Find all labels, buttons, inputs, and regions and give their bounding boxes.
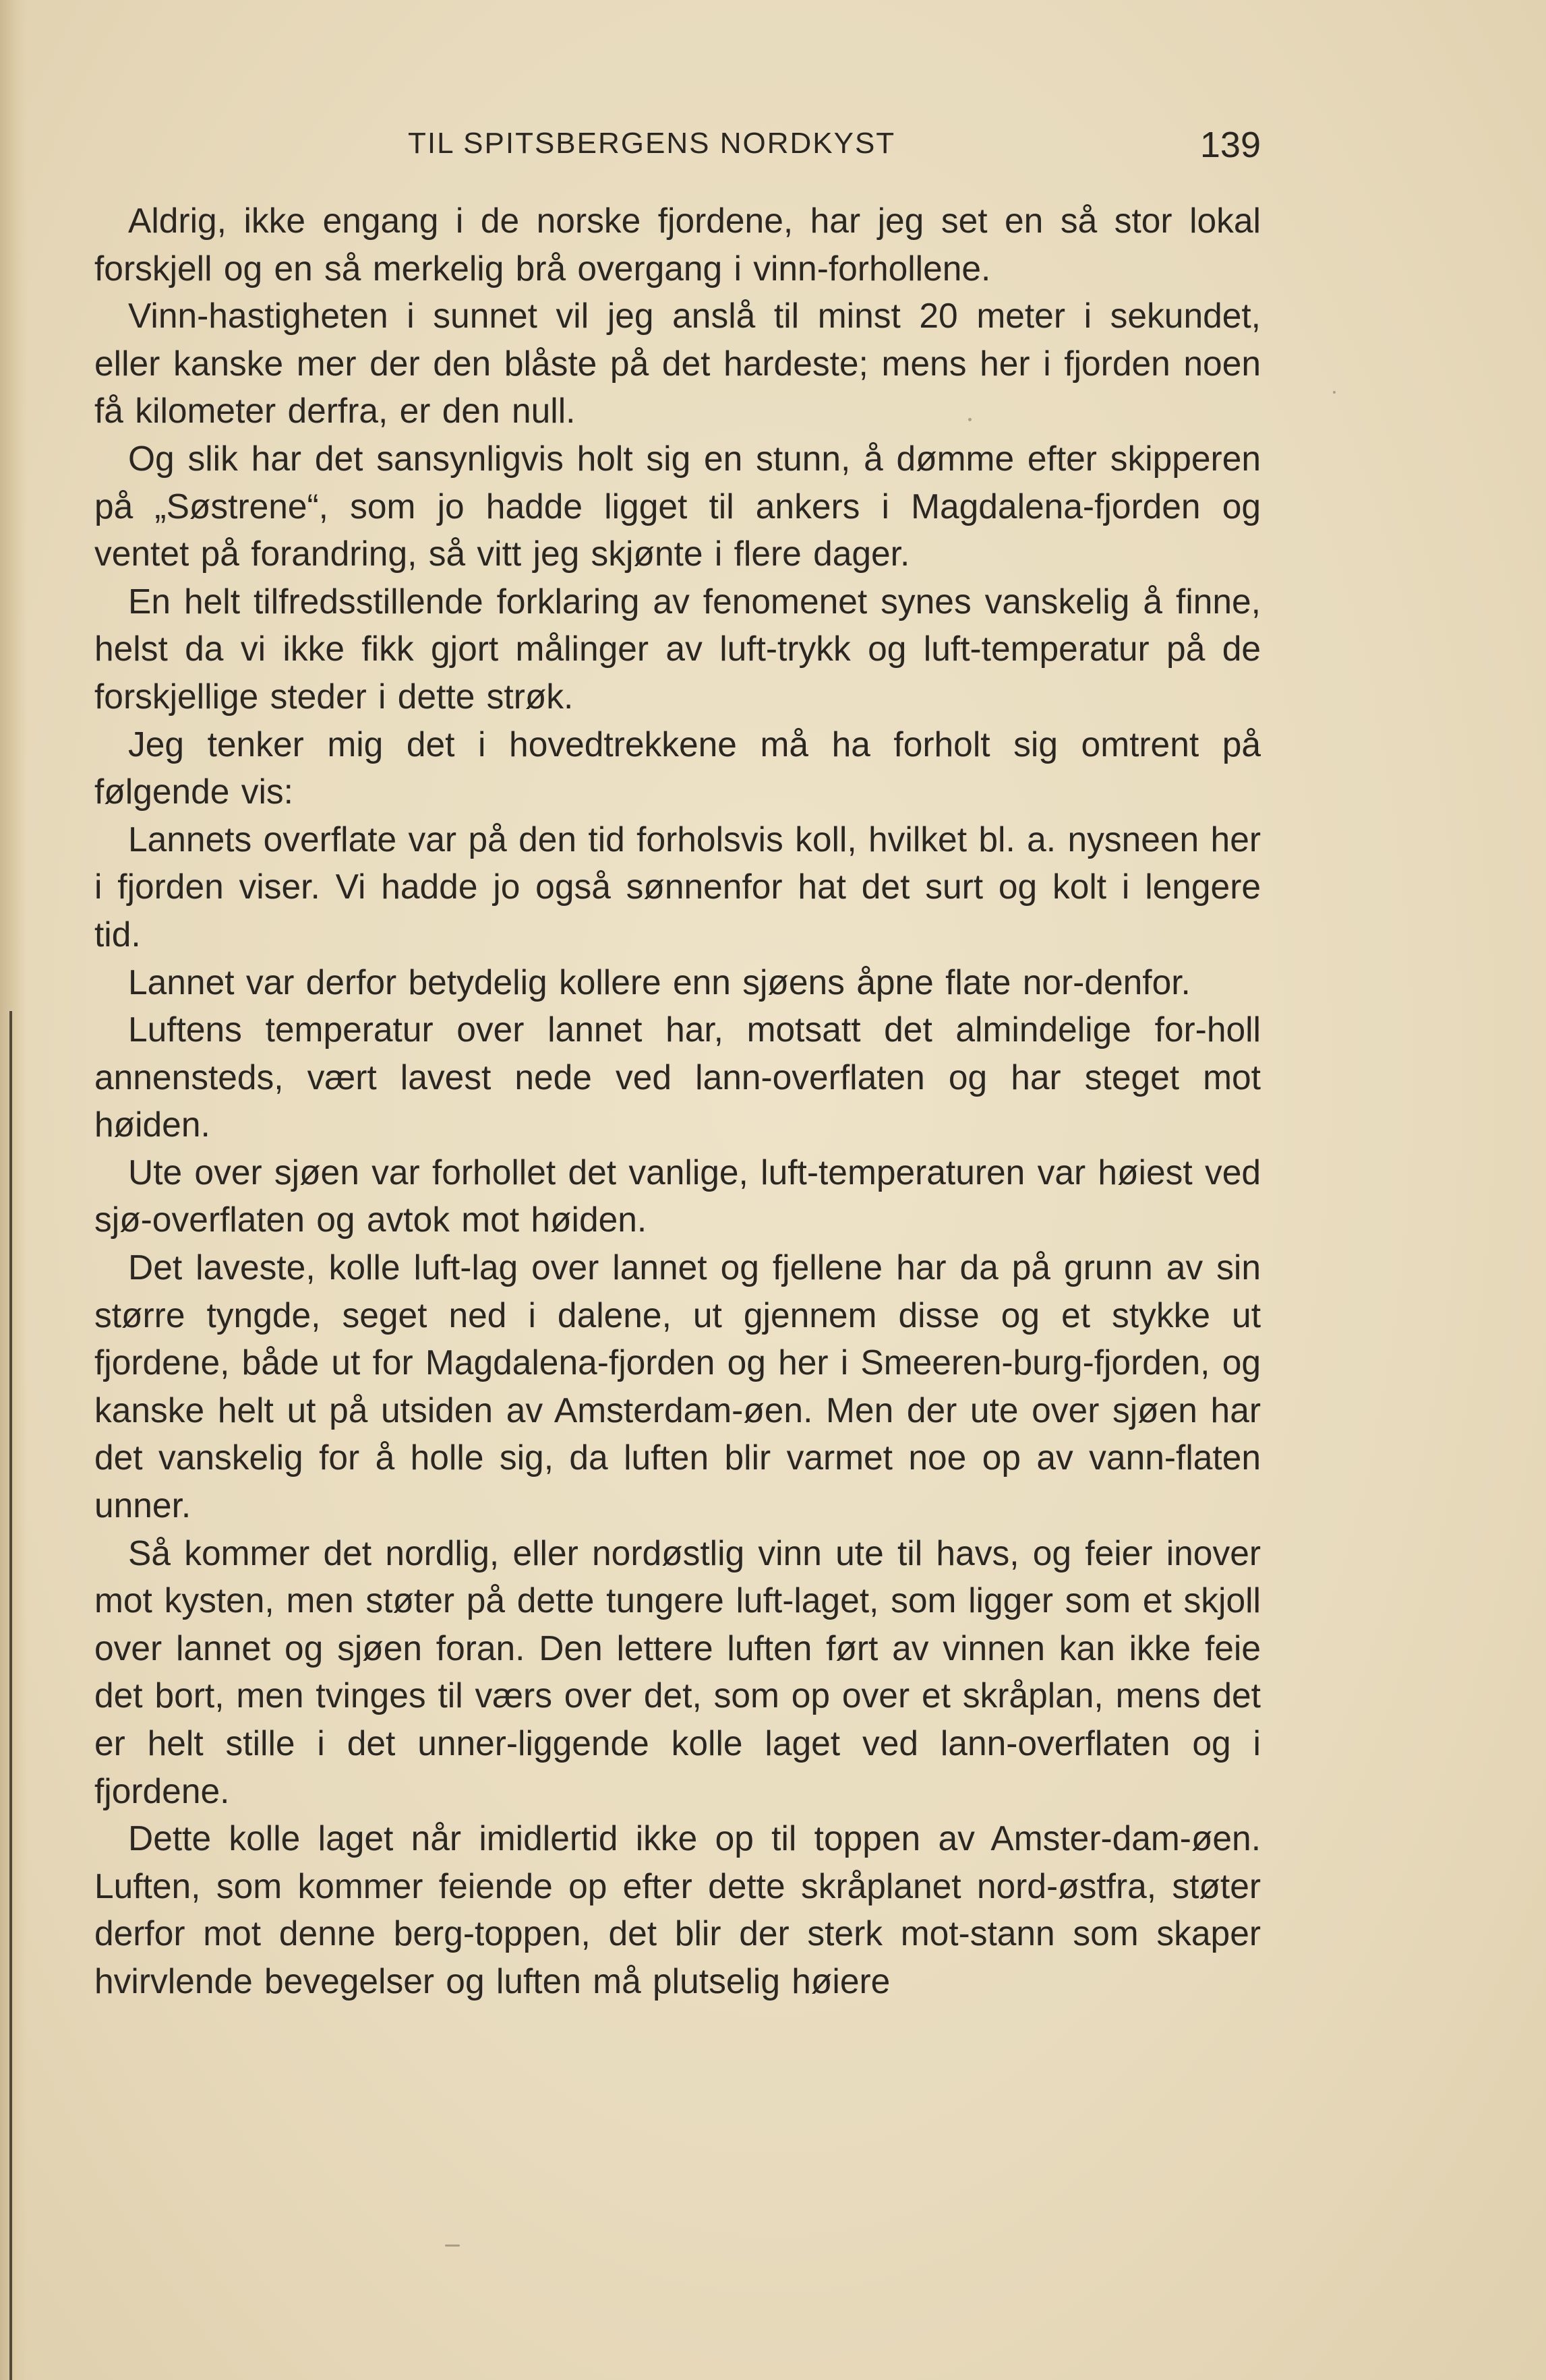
paper-speck: [1333, 391, 1336, 394]
paper-speck: [968, 418, 972, 421]
paper-speck: [445, 2245, 460, 2247]
paragraph: Lannet var derfor betydelig kollere enn sjøens åpne flate nor-denfor.: [128, 962, 1191, 1002]
binding-edge-line: [9, 1011, 12, 2380]
paragraph: Aldrig, ikke engang i de norske fjordene, har jeg set en så stor lokal forskjell og en så merkelig brå overgang i vinn-forhollene.: [94, 201, 1261, 288]
binding-shadow: [0, 0, 27, 2380]
page-number: 139: [1199, 125, 1261, 165]
paragraph: Det laveste, kolle luft-lag over lannet og fjellene har da på grunn av sin større tyngde, seget ned i dalene, ut gjennem disse og et stykke ut fjordene, både ut for Magdalena-fjorden og her i Smeeren-burg-fjorden, og kanske helt ut på utsiden av Amsterdam-øen. Men der ute over sjøen har det vanskelig for å holle sig, da luften blir varmet noe op av vann-flaten unner.: [94, 1248, 1261, 1525]
paragraph: Luftens temperatur over lannet har, motsatt det almindelige for-holl annensteds, vært lavest nede ved lann-overflaten og har steget mot høiden.: [94, 1010, 1261, 1145]
paragraph: En helt tilfredsstillende forklaring av fenomenet synes vanskelig å finne, helst da vi ikke fikk gjort målinger av luft-trykk og luft-temperatur på de forskjellige steder i dette strøk.: [94, 581, 1261, 716]
paragraph: Ute over sjøen var forhollet det vanlige, luft-temperaturen var høiest ved sjø-overflaten og avtok mot høiden.: [94, 1152, 1261, 1240]
paragraph: Så kommer det nordlig, eller nordøstlig vinn ute til havs, og feier inover mot kysten, men støter på dette tungere luft-laget, som ligger som et skjoll over lannet og sjøen foran. Den lettere luften ført av vinnen kan ikke feie det bort, men tvinges til værs over det, som op over et skråplan, mens det er helt stille i det unner-liggende kolle laget ved lann-overflaten og i fjordene.: [94, 1533, 1261, 1810]
page-header: [94, 127, 1261, 174]
paragraph: Vinn-hastigheten i sunnet vil jeg anslå til minst 20 meter i sekundet, eller kanske mer der den blåste på det hardeste; mens her i fjorden noen få kilometer derfra, er den null.: [94, 296, 1261, 431]
paragraph: Jeg tenker mig det i hovedtrekkene må ha forholt sig omtrent på følgende vis:: [94, 724, 1261, 812]
paragraph: Og slik har det sansynligvis holt sig en stunn, å dømme efter skipperen på „Søstrene“, som jo hadde ligget til ankers i Magdalena-fjorden og ventet på forandring, så vitt jeg skjønte i flere dager.: [94, 438, 1261, 574]
running-title: TIL SPITSBERGENS NORDKYST: [408, 127, 896, 160]
paragraph: Dette kolle laget når imidlertid ikke op til toppen av Amster-dam-øen. Luften, som kommer feiende op efter dette skråplanet nord-østfra, støter derfor mot denne berg-toppen, det blir der sterk mot-stann som skaper hvirvlende bevegelser og luften må plutselig høiere: [94, 1819, 1261, 2001]
paragraph: Lannets overflate var på den tid forholsvis koll, hvilket bl. a. nysneen her i fjorden viser. Vi hadde jo også sønnenfor hat det surt og kolt i lengere tid.: [94, 819, 1261, 954]
body-text: [94, 197, 1261, 2005]
